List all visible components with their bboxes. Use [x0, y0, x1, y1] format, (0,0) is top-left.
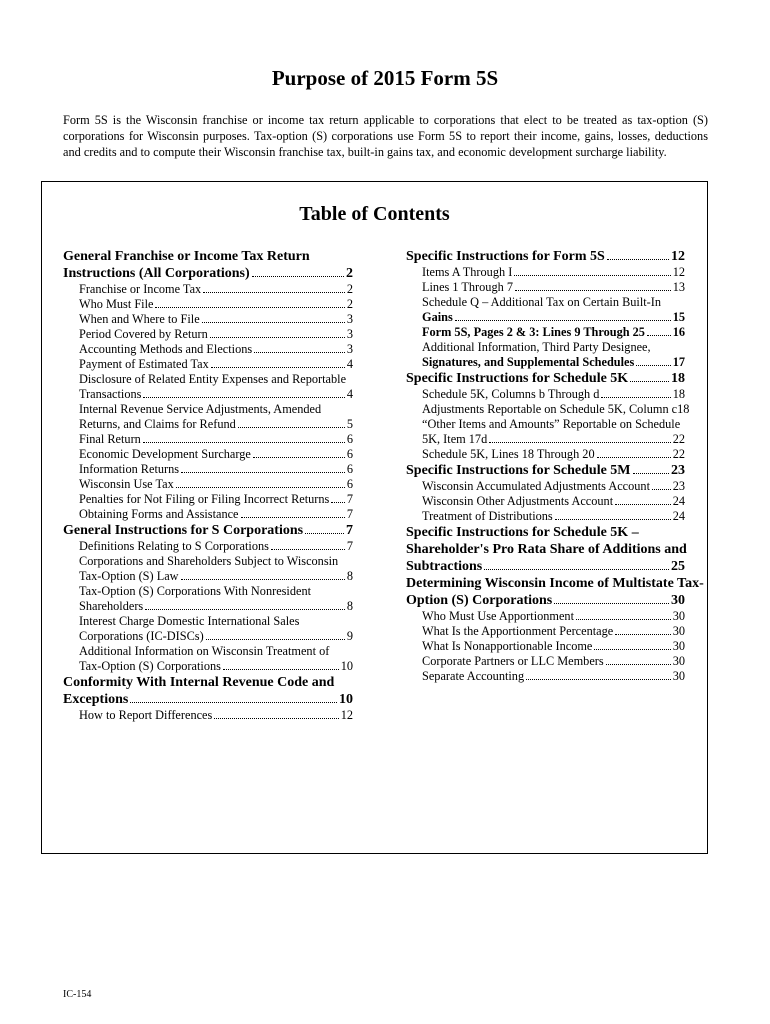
toc-entry [406, 575, 704, 609]
toc-entry [406, 669, 685, 684]
dot-leader [214, 718, 338, 719]
toc-entry-text: 5K, Item 17d [422, 432, 488, 446]
toc-left-column [63, 248, 353, 723]
toc-entry [63, 522, 353, 539]
toc-page-number: 22 [672, 432, 685, 446]
toc-entry-text: Disclosure of Related Entity Expenses and Reportable [79, 372, 347, 386]
dot-leader [515, 290, 671, 291]
toc-entry [63, 492, 353, 507]
toc-entry-text: Conformity With Internal Revenue Code and [63, 675, 335, 690]
dot-leader [176, 487, 345, 488]
dot-leader [206, 639, 345, 640]
dot-leader [130, 702, 337, 703]
dot-leader [305, 533, 344, 534]
toc-entry-text: Period Covered by Return [79, 327, 208, 341]
toc-entry-text: General Instructions for S Corporations [63, 523, 304, 538]
toc-entry [406, 417, 685, 447]
toc-entry-text: Schedule 5K, Lines 18 Through 20 [422, 447, 595, 461]
toc-entry-text: Economic Development Surcharge [79, 447, 251, 461]
toc-entry-text: Returns, and Claims for Refund [79, 417, 236, 431]
toc-entry-text: Wisconsin Accumulated Adjustments Account [422, 479, 650, 493]
toc-entry [406, 402, 690, 417]
toc-page-number: 30 [672, 654, 685, 668]
toc-entry-text: Corporate Partners or LLC Members [422, 654, 604, 668]
table-of-contents-box [41, 181, 708, 854]
toc-entry-text: Lines 1 Through 7 [422, 280, 513, 294]
dot-leader [630, 381, 669, 382]
toc-entry [63, 708, 353, 723]
dot-leader [636, 365, 670, 366]
toc-entry [63, 614, 353, 644]
toc-entry-text: Who Must File [79, 297, 154, 311]
toc-entry [63, 297, 353, 312]
toc-page-number: 18 [677, 402, 690, 416]
toc-entry [406, 479, 685, 494]
dot-leader [331, 502, 345, 503]
dot-leader [145, 609, 345, 610]
toc-entry-text: Interest Charge Domestic International Sales [79, 614, 300, 628]
toc-entry-text: Signatures, and Supplemental Schedules [422, 355, 635, 369]
toc-entry [63, 248, 353, 282]
toc-page-number: 12 [671, 249, 685, 264]
toc-entry [63, 462, 353, 477]
intro-paragraph: Form 5S is the Wisconsin franchise or income tax return applicable to corporations that elect to be treated as tax-option (S) corporations for Wisconsin purposes. Tax-option (S) corporations use Form 5S to report their income, gains, losses, deductions and credits and to compute their Wisconsin franchise tax, built-in gains tax, and economic development surcharge liability. [63, 113, 708, 159]
toc-entry-text: Definitions Relating to S Corporations [79, 539, 269, 553]
toc-entry [63, 402, 353, 432]
toc-entry-text: Accounting Methods and Elections [79, 342, 253, 356]
dot-leader [252, 276, 344, 277]
toc-entry [63, 282, 353, 297]
toc-entry-text: Penalties for Not Filing or Filing Incorrect Returns [79, 492, 330, 506]
dot-leader [223, 669, 339, 670]
dot-leader [181, 472, 345, 473]
dot-leader [526, 679, 671, 680]
toc-entry-text: Subtractions [406, 559, 483, 574]
dot-leader [271, 549, 345, 550]
dot-leader [143, 442, 345, 443]
toc-page-number: 30 [671, 593, 685, 608]
toc-entry [406, 624, 685, 639]
toc-page-number: 25 [671, 559, 685, 574]
toc-page-number: 5 [346, 417, 353, 431]
dot-leader [601, 397, 670, 398]
toc-entry-text: Wisconsin Other Adjustments Account [422, 494, 614, 508]
toc-entry [63, 539, 353, 554]
toc-entry [406, 609, 685, 624]
toc-page-number: 4 [346, 387, 353, 401]
dot-leader [606, 664, 671, 665]
dot-leader [597, 457, 671, 458]
dot-leader [594, 649, 670, 650]
toc-entry [63, 312, 353, 327]
toc-page-number: 6 [346, 447, 353, 461]
toc-entry [406, 340, 685, 370]
dot-leader [633, 473, 669, 474]
toc-page-number: 8 [346, 599, 353, 613]
dot-leader [254, 352, 345, 353]
toc-entry [63, 432, 353, 447]
toc-page-number: 18 [672, 387, 685, 401]
dot-leader [554, 603, 669, 604]
toc-entry-text: Schedule Q – Additional Tax on Certain Built-In [422, 295, 662, 309]
toc-page-number: 2 [346, 297, 353, 311]
toc-page-number: 30 [672, 639, 685, 653]
toc-entry [63, 554, 353, 584]
toc-entry [406, 265, 685, 280]
dot-leader [253, 457, 345, 458]
toc-page-number: 8 [346, 569, 353, 583]
toc-entry-text: Wisconsin Use Tax [79, 477, 174, 491]
page-title: Purpose of 2015 Form 5S [271, 66, 499, 90]
toc-entry-text: Determining Wisconsin Income of Multistate Tax- [406, 576, 704, 591]
toc-page-number: 7 [346, 539, 353, 553]
toc-entry-text: Additional Information on Wisconsin Treatment of [79, 644, 330, 658]
toc-entry [406, 654, 685, 669]
toc-entry-text: Information Returns [79, 462, 180, 476]
toc-page-number: 24 [672, 494, 685, 508]
toc-entry-text: Adjustments Reportable on Schedule 5K, Column c [422, 402, 678, 416]
dot-leader [489, 442, 670, 443]
toc-entry [63, 477, 353, 492]
toc-entry-text: How to Report Differences [79, 708, 213, 722]
toc-entry-text: Schedule 5K, Columns b Through d [422, 387, 600, 401]
toc-entry-text: Exceptions [63, 692, 129, 707]
toc-entry-text: Separate Accounting [422, 669, 525, 683]
dot-leader [155, 307, 344, 308]
dot-leader [202, 322, 345, 323]
toc-page-number: 9 [346, 629, 353, 643]
toc-page-number: 30 [672, 609, 685, 623]
toc-entry-text: Instructions (All Corporations) [63, 266, 250, 281]
toc-entry [63, 447, 353, 462]
toc-entry-text: Transactions [79, 387, 142, 401]
toc-page-number: 17 [672, 355, 685, 369]
toc-page-number: 6 [346, 462, 353, 476]
dot-leader [615, 634, 670, 635]
toc-page-number: 3 [346, 327, 353, 341]
toc-entry-text: Specific Instructions for Schedule 5K – [406, 525, 639, 540]
toc-entry-text: Who Must Use Apportionment [422, 609, 574, 623]
toc-entry-text: Specific Instructions for Form 5S [406, 249, 605, 264]
dot-leader [647, 335, 671, 336]
toc-page-number: 7 [346, 523, 353, 538]
toc-entry-text: Gains [422, 310, 453, 324]
dot-leader [576, 619, 671, 620]
toc-page-number: 30 [672, 624, 685, 638]
dot-leader [238, 427, 345, 428]
toc-page-number: 10 [339, 692, 353, 707]
toc-page-number: 15 [672, 310, 685, 324]
dot-leader [211, 367, 345, 368]
toc-entry-text: When and Where to File [79, 312, 200, 326]
toc-page-number: 2 [346, 282, 353, 296]
toc-entry [63, 674, 353, 708]
toc-page-number: 12 [340, 708, 353, 722]
toc-page-number: 6 [346, 432, 353, 446]
toc-page-number: 18 [671, 371, 685, 386]
dot-leader [143, 397, 344, 398]
dot-leader [484, 569, 669, 570]
toc-entry-text: Franchise or Income Tax [79, 282, 202, 296]
toc-entry [63, 342, 353, 357]
toc-entry-text: Shareholder's Pro Rata Share of Additions and [406, 542, 687, 557]
toc-page-number: 2 [346, 266, 353, 281]
toc-right-column [406, 248, 704, 684]
toc-entry-text: Form 5S, Pages 2 & 3: Lines 9 Through 25 [422, 325, 645, 339]
toc-page-number: 23 [672, 479, 685, 493]
toc-entry-text: What Is the Apportionment Percentage [422, 624, 614, 638]
toc-entry-text: Payment of Estimated Tax [79, 357, 209, 371]
dot-leader [615, 504, 671, 505]
toc-page-number: 6 [346, 477, 353, 491]
toc-entry-text: What Is Nonapportionable Income [422, 639, 593, 653]
toc-page-number: 23 [671, 463, 685, 478]
toc-entry [406, 447, 685, 462]
toc-entry [63, 372, 353, 402]
toc-entry-text: Treatment of Distributions [422, 509, 553, 523]
toc-entry [63, 357, 353, 372]
toc-entry [406, 462, 685, 479]
toc-entry-text: Specific Instructions for Schedule 5K [406, 371, 629, 386]
toc-entry [406, 248, 685, 265]
toc-entry [406, 280, 685, 295]
toc-entry-text: Tax-Option (S) Corporations With Nonresident [79, 584, 312, 598]
toc-entry-text: Specific Instructions for Schedule 5M [406, 463, 631, 478]
dot-leader [241, 517, 345, 518]
toc-page-number: 4 [346, 357, 353, 371]
toc-entry-text: Internal Revenue Service Adjustments, Amended [79, 402, 322, 416]
dot-leader [607, 259, 669, 260]
toc-entry [406, 370, 685, 387]
toc-entry [406, 387, 685, 402]
toc-entry-text: “Other Items and Amounts” Reportable on Schedule [422, 417, 681, 431]
toc-entry-text: Corporations and Shareholders Subject to Wisconsin [79, 554, 339, 568]
dot-leader [181, 579, 345, 580]
toc-page-number: 3 [346, 312, 353, 326]
toc-page-number: 7 [346, 507, 353, 521]
form-code-footer: IC-154 [63, 989, 92, 1000]
toc-page-number: 10 [340, 659, 353, 673]
dot-leader [514, 275, 670, 276]
toc-page-number: 24 [672, 509, 685, 523]
dot-leader [455, 320, 671, 321]
toc-title: Table of Contents [299, 203, 450, 225]
toc-entry-text: Shareholders [79, 599, 144, 613]
toc-entry [406, 639, 685, 654]
toc-entry [63, 644, 353, 674]
toc-page-number: 7 [346, 492, 353, 506]
toc-entry-text: Corporations (IC-DISCs) [79, 629, 204, 643]
toc-page-number: 12 [672, 265, 685, 279]
toc-entry [406, 494, 685, 509]
toc-entry [406, 509, 685, 524]
toc-entry [63, 327, 353, 342]
toc-page-number: 13 [672, 280, 685, 294]
toc-entry-text: Option (S) Corporations [406, 593, 553, 608]
toc-page-number: 3 [346, 342, 353, 356]
toc-entry [63, 507, 353, 522]
toc-entry [63, 584, 353, 614]
toc-entry [406, 524, 685, 575]
toc-page-number: 16 [672, 325, 685, 339]
toc-entry [406, 325, 685, 340]
dot-leader [652, 489, 671, 490]
dot-leader [555, 519, 671, 520]
toc-entry-text: Final Return [79, 432, 141, 446]
toc-entry [406, 295, 685, 325]
toc-entry-text: Tax-Option (S) Corporations [79, 659, 221, 673]
toc-entry-text: Obtaining Forms and Assistance [79, 507, 239, 521]
toc-entry-text: Tax-Option (S) Law [79, 569, 179, 583]
toc-entry-text: General Franchise or Income Tax Return [63, 249, 310, 264]
dot-leader [210, 337, 345, 338]
dot-leader [203, 292, 345, 293]
toc-entry-text: Additional Information, Third Party Designee, [422, 340, 651, 354]
toc-page-number: 30 [672, 669, 685, 683]
toc-page-number: 22 [672, 447, 685, 461]
toc-entry-text: Items A Through I [422, 265, 513, 279]
